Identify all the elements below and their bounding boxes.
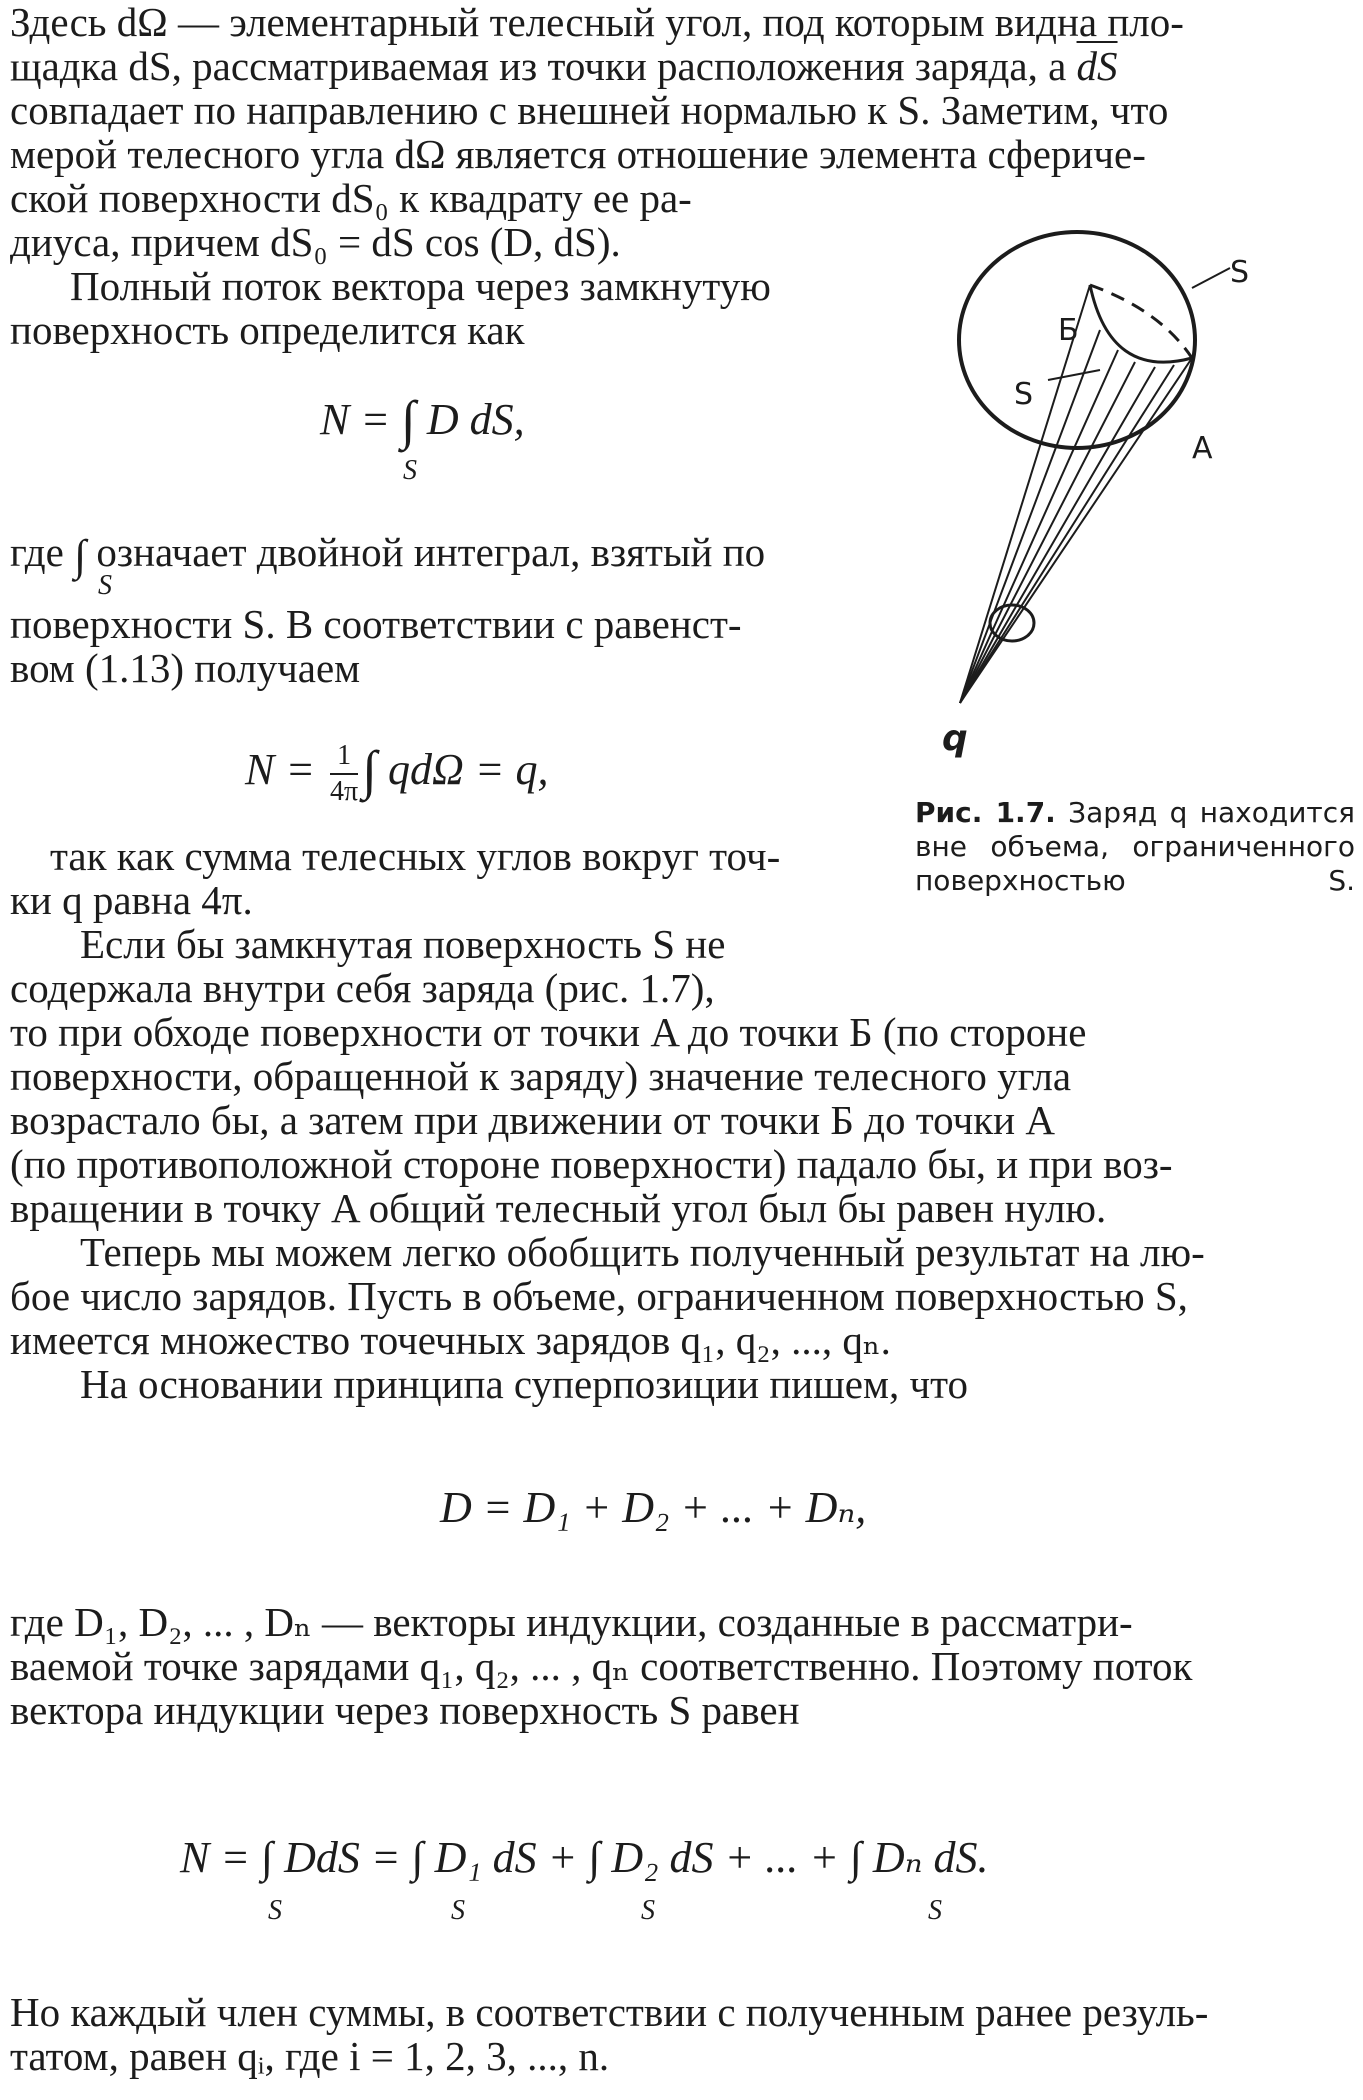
text-line: татом, равен qᵢ, где i = 1, 2, 3, ..., n. — [10, 2033, 610, 2079]
text-line: бое число зарядов. Пусть в объеме, ограниченном поверхностью S, — [10, 1273, 1188, 1319]
text-line: щадка dS, рассматриваемая из точки расположения заряда, а $\overline{dS}$ — [10, 43, 1118, 89]
equation-total-flux: N = $\frac{1}{4\pi}$ ∫ qdΩ = q, — [245, 739, 549, 807]
caption-text: Заряд q находится вне объема, ограниченного поверхностью S. — [915, 796, 1355, 897]
equation-flux-sum: N = ∫ DdS = ∫ D₁ dS + ∫ D₂ dS + ... + ∫ Dₙ dS. — [180, 1833, 989, 1882]
text-line: Но каждый член суммы, в соответствии с полученным ранее резуль- — [10, 1989, 1209, 2035]
figure-charge-outside-surface — [930, 230, 1350, 770]
text-line: На основании принципа суперпозиции пишем, что — [80, 1361, 968, 1407]
text-line: то при обходе поверхности от точки A до точки Б (по стороне — [10, 1009, 1087, 1055]
text-line: диуса, причем dS₀ = dS cos (D, dS). — [10, 219, 621, 265]
text-line: вом (1.13) получаем — [10, 645, 361, 691]
dashed-edge — [1090, 285, 1192, 358]
text-line: вектора индукции через поверхность S равен — [10, 1687, 800, 1733]
equation-flux: N = ∫ D dS, — [320, 390, 525, 450]
text-line: имеется множество точечных зарядов q₁, q₂, ..., qₙ. — [10, 1317, 891, 1363]
text-line: где D₁, D₂, ... , Dₙ — векторы индукции, созданные в рассматри- — [10, 1599, 1133, 1645]
leader-line-s-top — [1192, 268, 1230, 288]
text-line: совпадает по направлению с внешней нормалью к S. Заметим, что — [10, 87, 1169, 133]
leader-line-s-left — [1048, 370, 1100, 380]
text-line: Здесь dΩ — элементарный телесный угол, под которым видна пло- — [10, 0, 1184, 45]
text-line: вращении в точку A общий телесный угол был бы равен нулю. — [10, 1185, 1107, 1231]
integral-limit: S — [98, 570, 112, 601]
text-line: мерой телесного угла dΩ является отношение элемента сфериче- — [10, 131, 1146, 177]
text-line: (по противоположной стороне поверхности) падало бы, и при воз- — [10, 1141, 1173, 1187]
text-line: где ∫ означает двойной интеграл, взятый по — [10, 529, 766, 580]
integral-limit: S — [928, 1895, 942, 1926]
integral-limit: S — [641, 1895, 655, 1926]
text-line: возрастало бы, а затем при движении от точки Б до точки A — [10, 1097, 1055, 1143]
label-a: A — [1192, 431, 1213, 466]
text-line: поверхность определится как — [10, 307, 525, 353]
text-line: Если бы замкнутая поверхность S не — [80, 921, 726, 967]
cut-edge — [1090, 285, 1192, 362]
text-line: ваемой точке зарядами q₁, q₂, ... , qₙ соответственно. Поэтому поток — [10, 1643, 1193, 1689]
vector-dS: $\overline{dS}$ — [1076, 43, 1118, 89]
text-line: содержала внутри себя заряда (рис. 1.7), — [10, 965, 715, 1011]
label-s-top: S — [1230, 255, 1250, 290]
integral-limit: S — [451, 1895, 465, 1926]
text-line: ки q равна 4π. — [10, 877, 253, 923]
equation-superposition: D = D₁ + D₂ + ... + Dₙ, — [440, 1483, 867, 1532]
text-line: поверхности S. В соответствии с равенст- — [10, 601, 742, 647]
text-line: Полный поток вектора через замкнутую — [70, 263, 771, 309]
text-line: Теперь мы можем легко обобщить полученный результат на лю- — [80, 1229, 1205, 1275]
label-b: Б — [1058, 313, 1079, 348]
text-line: ской поверхности dS₀ к квадрату ее ра- — [10, 175, 692, 221]
figure-caption — [915, 796, 1355, 898]
label-s-left: S — [1014, 377, 1034, 412]
text-line: так как сумма телесных углов вокруг точ- — [50, 833, 781, 879]
caption-figure-number: Рис. 1.7. — [915, 796, 1056, 829]
integral-limit: S — [268, 1895, 282, 1926]
text-line: поверхности, обращенной к заряду) значение телесного угла — [10, 1053, 1072, 1099]
label-q: q — [942, 718, 968, 759]
integral-limit: S — [403, 455, 417, 486]
